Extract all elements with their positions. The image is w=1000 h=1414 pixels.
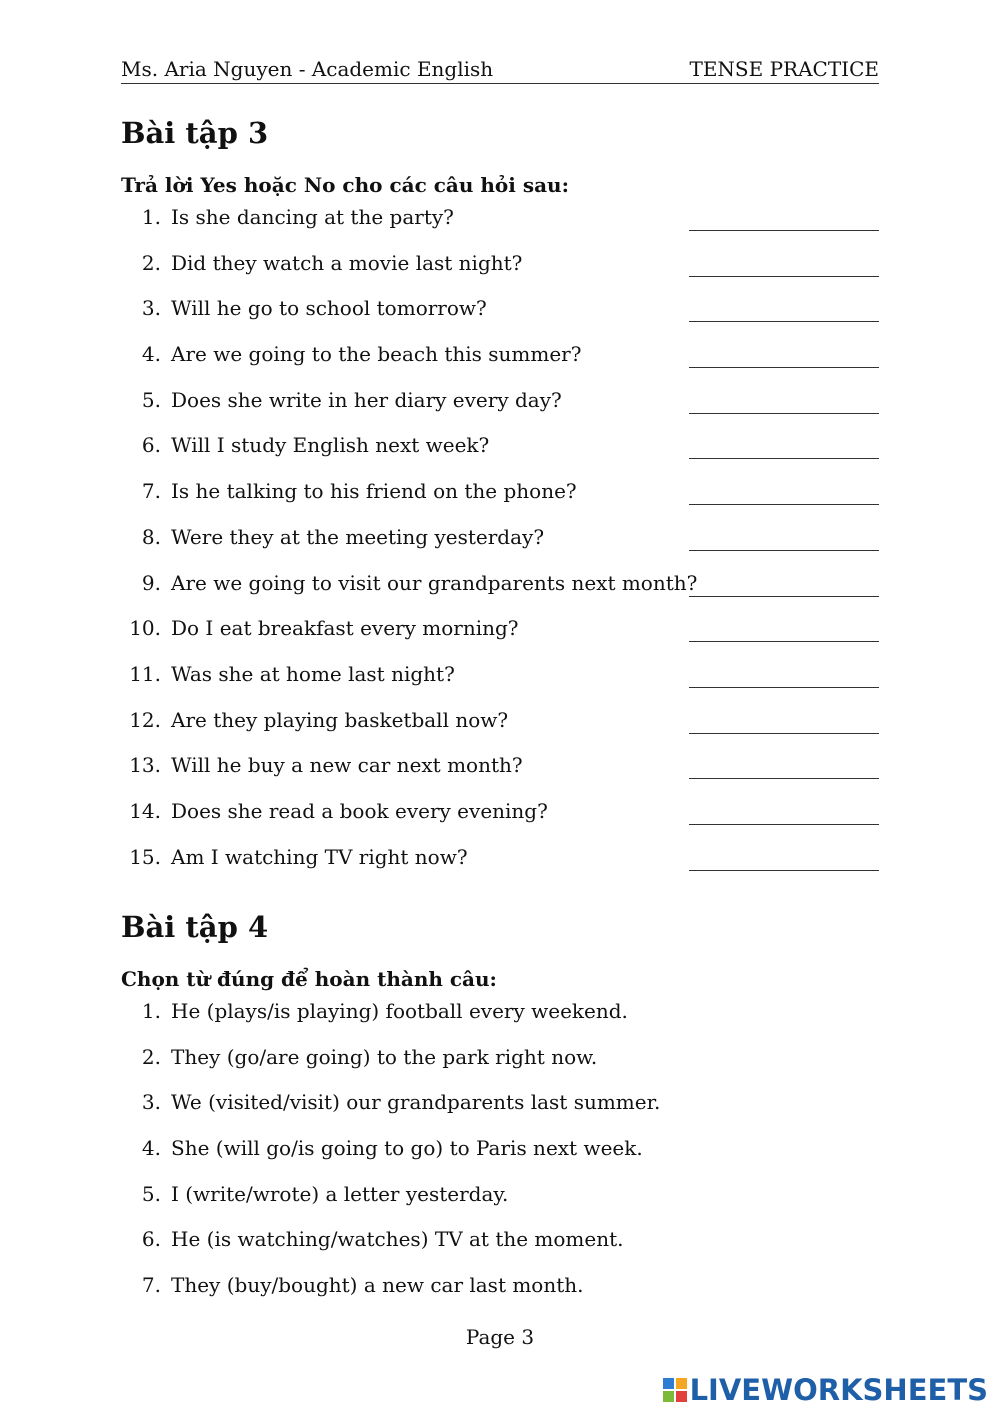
- answer-input[interactable]: [689, 798, 879, 825]
- question-item: [121, 798, 879, 844]
- sentence-number: 6.: [141, 1227, 161, 1252]
- question-number: 4.: [141, 342, 161, 367]
- worksheet-topic: TENSE PRACTICE: [689, 57, 879, 81]
- question-item: [121, 661, 879, 707]
- exercise-4-instruction: Chọn từ đúng để hoàn thành câu:: [121, 967, 497, 991]
- question-item: [121, 752, 879, 798]
- sentence-item: [121, 1044, 879, 1090]
- answer-input[interactable]: [689, 250, 879, 277]
- exercise-3-title: Bài tập 3: [121, 116, 269, 150]
- exercise-4-title: Bài tập 4: [121, 910, 269, 944]
- question-text: Will I study English next week?: [171, 433, 490, 458]
- sentence-item: [121, 1135, 879, 1181]
- question-item: [121, 341, 879, 387]
- sentence-number: 1.: [141, 999, 161, 1023]
- question-text: Did they watch a movie last night?: [171, 250, 523, 275]
- exercise-3-instruction: Trả lời Yes hoặc No cho các câu hỏi sau:: [121, 173, 569, 197]
- logo-square: [663, 1378, 674, 1389]
- teacher-name: Ms. Aria Nguyen - Academic English: [121, 57, 494, 81]
- question-number: 13.: [129, 753, 161, 778]
- question-item: [121, 250, 879, 296]
- answer-input[interactable]: [689, 524, 879, 551]
- question-item: [121, 707, 879, 753]
- question-number: 12.: [129, 707, 161, 732]
- page-header: [121, 55, 879, 84]
- logo-square: [663, 1391, 674, 1402]
- question-text: Was she at home last night?: [171, 661, 455, 686]
- question-item: [121, 295, 879, 341]
- sentence-number: 7.: [141, 1273, 161, 1298]
- question-item: [121, 570, 879, 616]
- answer-input[interactable]: [689, 661, 879, 688]
- answer-input[interactable]: [689, 478, 879, 505]
- exercise-3-list: [121, 204, 879, 889]
- question-item: [121, 204, 879, 250]
- page-number: Page 3: [465, 1325, 535, 1349]
- sentence-item: [121, 1089, 879, 1135]
- logo-square: [676, 1391, 687, 1402]
- sentence-text[interactable]: They (buy/bought) a new car last month.: [171, 1273, 584, 1298]
- question-text: Is he talking to his friend on the phone?: [171, 479, 577, 504]
- question-number: 6.: [141, 433, 161, 458]
- sentence-text[interactable]: We (visited/visit) our grandparents last summer.: [171, 1090, 661, 1115]
- question-text: Are they playing basketball now?: [171, 707, 509, 732]
- question-number: 10.: [129, 616, 161, 641]
- sentence-item: [121, 998, 879, 1044]
- question-text: Does she read a book every evening?: [171, 798, 548, 823]
- question-item: [121, 478, 879, 524]
- question-number: 2.: [141, 250, 161, 275]
- sentence-text[interactable]: She (will go/is going to go) to Paris next week.: [171, 1136, 643, 1161]
- question-number: 3.: [141, 296, 161, 321]
- sentence-number: 5.: [141, 1181, 161, 1206]
- sentence-number: 3.: [141, 1090, 161, 1115]
- sentence-item: [121, 1181, 879, 1227]
- sentence-number: 4.: [141, 1136, 161, 1161]
- question-number: 1.: [141, 205, 161, 229]
- question-item: [121, 524, 879, 570]
- answer-input[interactable]: [689, 615, 879, 642]
- exercise-4-list: [121, 998, 879, 1318]
- question-text: Are we going to the beach this summer?: [171, 342, 582, 367]
- brand-name: LIVEWORKSHEETS: [689, 1373, 988, 1407]
- liveworksheets-brand[interactable]: [663, 1374, 988, 1406]
- question-number: 7.: [141, 479, 161, 504]
- question-number: 5.: [141, 387, 161, 412]
- question-item: [121, 615, 879, 661]
- question-item: [121, 844, 879, 890]
- answer-input[interactable]: [689, 432, 879, 459]
- question-text: Will he go to school tomorrow?: [171, 296, 487, 321]
- answer-input[interactable]: [689, 204, 879, 231]
- logo-square: [676, 1378, 687, 1389]
- sentence-item: [121, 1226, 879, 1272]
- question-text: Do I eat breakfast every morning?: [171, 616, 519, 641]
- question-number: 14.: [129, 798, 161, 823]
- answer-input[interactable]: [689, 752, 879, 779]
- answer-input[interactable]: [689, 707, 879, 734]
- answer-input[interactable]: [689, 844, 879, 871]
- question-number: 9.: [141, 570, 161, 595]
- question-number: 8.: [141, 524, 161, 549]
- question-text: Is she dancing at the party?: [171, 205, 454, 229]
- answer-input[interactable]: [689, 387, 879, 414]
- answer-input[interactable]: [689, 570, 879, 597]
- question-number: 15.: [129, 844, 161, 869]
- question-item: [121, 432, 879, 478]
- liveworksheets-logo-icon: [663, 1378, 687, 1402]
- question-number: 11.: [129, 661, 161, 686]
- sentence-text[interactable]: I (write/wrote) a letter yesterday.: [171, 1181, 509, 1206]
- answer-input[interactable]: [689, 341, 879, 368]
- sentence-text[interactable]: They (go/are going) to the park right now.: [171, 1044, 598, 1069]
- question-text: Will he buy a new car next month?: [171, 753, 523, 778]
- question-item: [121, 387, 879, 433]
- question-text: Am I watching TV right now?: [171, 844, 468, 869]
- sentence-text[interactable]: He (plays/is playing) football every weekend.: [171, 999, 628, 1023]
- question-text: Are we going to visit our grandparents next month?: [171, 570, 698, 595]
- sentence-number: 2.: [141, 1044, 161, 1069]
- question-text: Does she write in her diary every day?: [171, 387, 562, 412]
- question-text: Were they at the meeting yesterday?: [171, 524, 545, 549]
- sentence-text[interactable]: He (is watching/watches) TV at the moment.: [171, 1227, 624, 1252]
- answer-input[interactable]: [689, 295, 879, 322]
- sentence-item: [121, 1272, 879, 1318]
